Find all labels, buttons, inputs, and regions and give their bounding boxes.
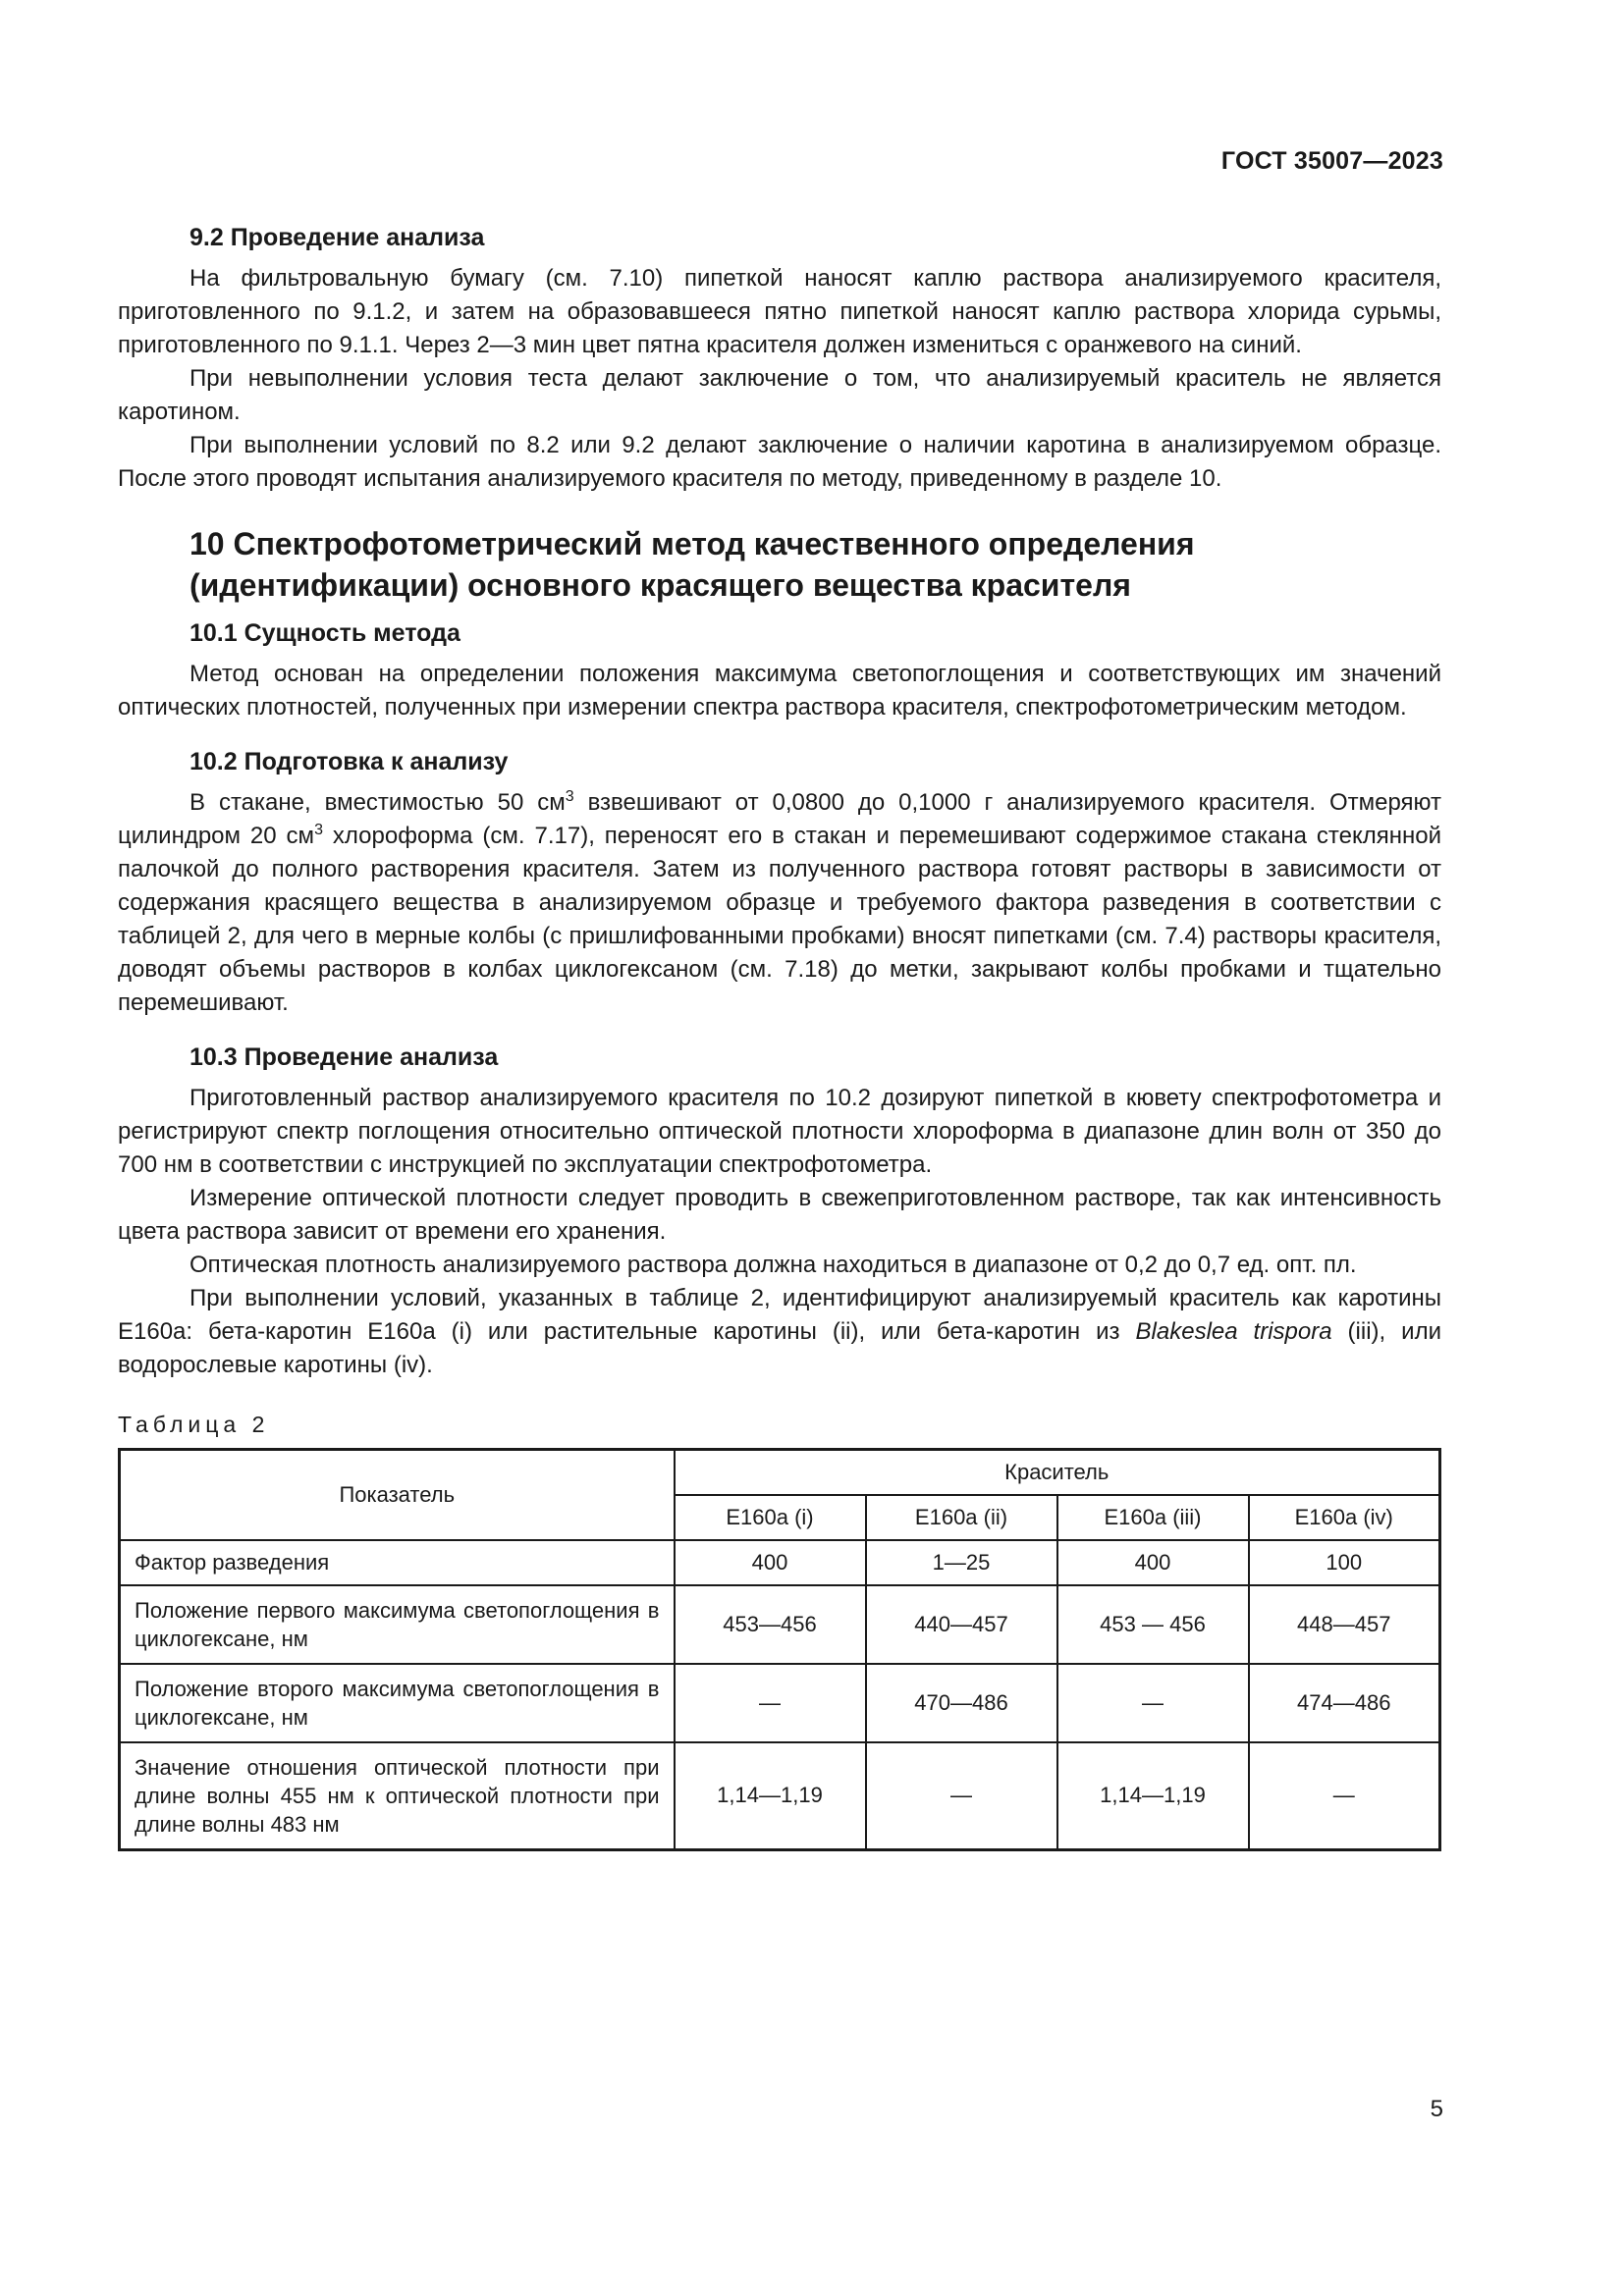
page-content xyxy=(118,224,1441,1851)
table-cell: — xyxy=(866,1742,1057,1850)
table-cell: 470—486 xyxy=(866,1664,1057,1742)
s101-paragraph-1: Метод основан на определении положения максимума светопоглощения и соответствующих им значений оптических плотностей, полученных при измерении спектра раствора красителя, спектрофотометрическим методом. xyxy=(118,661,1441,721)
row-label: Фактор разведения xyxy=(120,1540,675,1585)
table-row xyxy=(120,1585,1440,1664)
s103-paragraph-2: Измерение оптической плотности следует проводить в свежеприготовленном растворе, так как интенсивность цвета раствора зависит от времени его хранения. xyxy=(118,1185,1441,1245)
table-row xyxy=(120,1664,1440,1742)
table-cell: — xyxy=(675,1664,866,1742)
section-10-heading-line-1: 10 Спектрофотометрический метод качественного определения xyxy=(189,526,1195,561)
table-cell: 100 xyxy=(1249,1540,1440,1585)
row-label: Положение первого максимума светопоглощения в циклогексане, нм xyxy=(120,1585,675,1664)
column-header: Е160а (iii) xyxy=(1057,1495,1249,1540)
section-10-3-title: 10.3 Проведение анализа xyxy=(189,1043,499,1071)
superscript-3: 3 xyxy=(314,822,323,838)
table-header-row xyxy=(120,1450,1440,1495)
table-cell: 1,14—1,19 xyxy=(675,1742,866,1850)
row-label: Положение второго максимума светопоглощения в циклогексане, нм xyxy=(120,1664,675,1742)
s102-paragraph-1 xyxy=(118,786,1441,1020)
s103-text-b: (iii), или водорослевые каротины (iv). xyxy=(118,1318,1441,1378)
table-cell: 440—457 xyxy=(866,1585,1057,1664)
column-header: Е160а (i) xyxy=(675,1495,866,1540)
s102-text-c: хлороформа (см. 7.17), переносят его в стакан и перемешивают содержимое стакана стеклянной палочкой до полного растворения красителя. Затем из полученного раствора готовят растворы в зависимости от содержания красящего вещества в анализируемом образце и требуемого фактора разведения в соответствии с таблицей 2, для чего в мерные колбы (с пришлифованными пробками) вносят пипетками (см. 7.4) растворы красителя, доводят объемы растворов в колбах циклогексаном (см. 7.18) до метки, закрывают колбы пробками и тщательно перемешивают. xyxy=(118,823,1442,1016)
s92-paragraph-1: На фильтровальную бумагу (см. 7.10) пипеткой наносят каплю раствора анализируемого красителя, приготовленного по 9.1.2, и затем на образовавшееся пятно пипеткой наносят каплю раствора хлорида сурьмы, приготовленного по 9.1.1. Через 2—3 мин цвет пятна красителя должен измениться с оранжевого на синий. xyxy=(118,265,1441,358)
table-cell: 453 — 456 xyxy=(1057,1585,1249,1664)
s103-paragraph-1: Приготовленный раствор анализируемого красителя по 10.2 дозируют пипеткой в кювету спектрофотометра и регистрируют спектр поглощения относительно оптической плотности хлороформа в диапазоне длин волн от 350 до 700 нм в соответствии с инструкцией по эксплуатации спектрофотометра. xyxy=(118,1085,1441,1178)
table-cell: 448—457 xyxy=(1249,1585,1440,1664)
section-10-heading-line-2: (идентификации) основного красящего вещества красителя xyxy=(189,567,1131,603)
species-name: Blakeslea trispora xyxy=(1135,1318,1332,1345)
header-dye: Краситель xyxy=(675,1450,1440,1495)
s92-paragraph-2: При невыполнении условия теста делают заключение о том, что анализируемый краситель не является каротином. xyxy=(118,365,1441,425)
row-label: Значение отношения оптической плотности при длине волны 455 нм к оптической плотности при длине волны 483 нм xyxy=(120,1742,675,1850)
s92-paragraph-3: При выполнении условий по 8.2 или 9.2 делают заключение о наличии каротина в анализируемом образце. После этого проводят испытания анализируемого красителя по методу, приведенному в разделе 10. xyxy=(118,432,1441,492)
table-cell: — xyxy=(1249,1742,1440,1850)
table-2 xyxy=(118,1448,1441,1851)
s103-text-a: При выполнении условий, указанных в таблице 2, идентифицируют анализируемый краситель как каротины Е160а: бета-каротин Е160а (i) или растительные каротины (ii), или бета-каротин из xyxy=(118,1285,1441,1345)
table-cell: 1—25 xyxy=(866,1540,1057,1585)
superscript-3: 3 xyxy=(565,788,574,805)
table-cell: 1,14—1,19 xyxy=(1057,1742,1249,1850)
page-number: 5 xyxy=(1430,2096,1443,2122)
column-header: Е160а (ii) xyxy=(866,1495,1057,1540)
table-cell: 474—486 xyxy=(1249,1664,1440,1742)
section-9-2-title: 9.2 Проведение анализа xyxy=(189,224,485,251)
s103-paragraph-3: Оптическая плотность анализируемого раствора должна находиться в диапазоне от 0,2 до 0,7 ед. опт. пл. xyxy=(189,1252,1357,1278)
table-row xyxy=(120,1540,1440,1585)
table-cell: — xyxy=(1057,1664,1249,1742)
s102-text-a: В стакане, вместимостью 50 см xyxy=(189,789,566,816)
table-cell: 400 xyxy=(675,1540,866,1585)
section-10-heading xyxy=(189,523,1441,606)
s103-paragraph-4 xyxy=(118,1282,1441,1382)
column-header: Е160а (iv) xyxy=(1249,1495,1440,1540)
table-cell: 400 xyxy=(1057,1540,1249,1585)
section-10-1-title: 10.1 Сущность метода xyxy=(189,619,460,647)
table-caption: Таблица 2 xyxy=(118,1412,270,1437)
standard-number: ГОСТ 35007—2023 xyxy=(1220,147,1443,175)
table-row xyxy=(120,1742,1440,1850)
s102-text-b: взвешивают от 0,0800 до 0,1000 г анализируемого красителя. Отмеряют цилиндром 20 см xyxy=(118,789,1441,849)
table-cell: 453—456 xyxy=(675,1585,866,1664)
header-indicator: Показатель xyxy=(120,1450,675,1540)
section-10-2-title: 10.2 Подготовка к анализу xyxy=(189,748,509,775)
